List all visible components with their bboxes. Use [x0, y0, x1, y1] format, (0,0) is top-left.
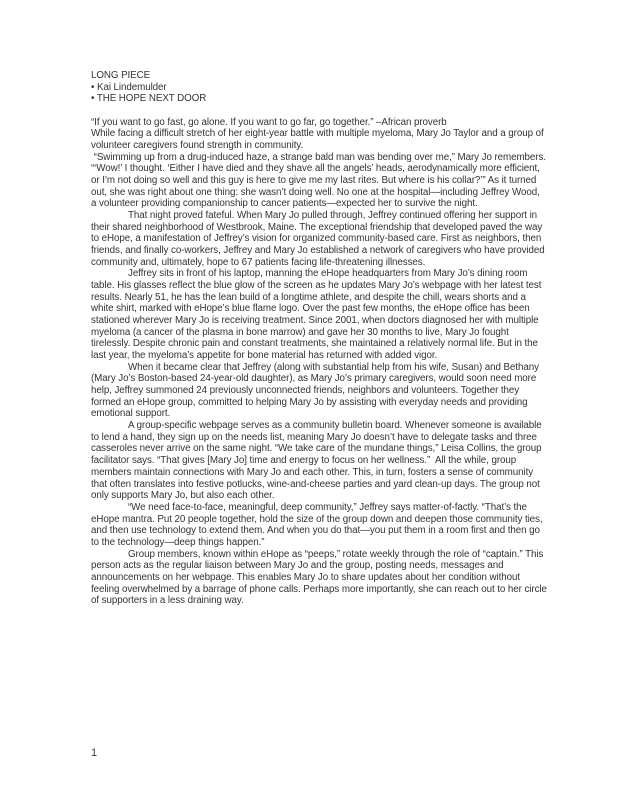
- epigraph: “If you want to go fast, go alone. If you want to go far, go together.” –African proverb: [91, 116, 447, 128]
- article-paragraph: A group-specific webpage serves as a community bulletin board. Whenever someone is available to lend a hand, they sign up on the needs list, meaning Mary Jo doesn’t have to delegate tasks and three casseroles never arrive on the same night. “We take care of the mundane things,” Leisa Collins, the group facilitator says. “That gives [Mary Jo] time and energy to focus on her wellness.” All the while, group members maintain connections with Mary Jo and each other. This, in turn, fosters a sense of community that often translates into festive potlucks, wine-and-cheese parties and yard clean-up days. The group not only supports Mary Jo, but also each other.: [91, 420, 545, 502]
- byline-author: • Kai Lindemulder: [91, 81, 167, 93]
- byline: [91, 82, 547, 105]
- article-paragraph: When it became clear that Jeffrey (along with substantial help from his wife, Susan) and Bethany (Mary Jo’s Boston-based 24-year-old daughter), as Mary Jo’s primary caregivers, would soon need more help, Jeffrey summoned 24 previously unconnected friends, neighbors and volunteers. Together they formed an eHope group, committed to helping Mary Jo by assisting with everyday needs and providing emotional support.: [91, 361, 542, 420]
- article-paragraph: Jeffrey sits in front of his laptop, manning the eHope headquarters from Mary Jo’s dining room table. His glasses reflect the blue glow of the screen as he updates Mary Jo’s webpage with her latest test results. Nearly 51, he has the lean build of a longtime athlete, and despite the chill, wears shorts and a white shirt, marked with eHope’s blue flame logo. Over the past few months, the eHope office has been stationed wherever Mary Jo is receiving treatment. Since 2001, when doctors diagnosed her with multiple myeloma (a cancer of the plasma in bone marrow) and gave her 30 months to live, Mary Jo fought tirelessly. Despite chronic pain and constant treatments, she maintained a relatively normal life. But in the last year, the myeloma’s appetite for bone material has returned with added vigor.: [91, 268, 544, 362]
- lede: While facing a difficult stretch of her eight-year battle with multiple myeloma, Mary Jo Taylor and a group of volunteer caregivers found strength in community.: [91, 128, 547, 152]
- article-paragraph: “We need face-to-face, meaningful, deep community,” Jeffrey says matter-of-factly. “That’s the eHope mantra. Put 20 people together, hold the size of the group down and deepen those community ties, and then use technology to extend them. And when you do that—you put them in a room first and then go to the technology—deep things happen.”: [91, 501, 546, 548]
- page-number: 1: [91, 747, 98, 759]
- piece-label: LONG PIECE: [91, 70, 151, 81]
- article-paragraph: “Swimming up from a drug-induced haze, a strange bald man was bending over me,” Mary Jo remembers. “‘Wow!’ I thought. ‘Either I have died and they shave all the angels’ heads, aerodynamically more efficient, or I’m not doing so well and this guy is here to give me my last rites. But where is his collar?’” As it turned out, she was right about one thing: she wasn’t doing well. No one at the hospital—including Jeffrey Wood, a volunteer providing companionship to cancer patients—expected her to survive the night.: [91, 151, 549, 210]
- article-paragraph: Group members, known within eHope as “peeps,” rotate weekly through the role of “captain.” This person acts as the regular liaison between Mary Jo and the group, posting needs, messages and announcements on her webpage. This enables Mary Jo to share updates about her condition without feeling overwhelmed by a barrage of phone calls. Perhaps more importantly, she can reach out to her circle of supporters in a less draining way.: [91, 548, 550, 607]
- article-body: [91, 70, 550, 607]
- byline-title: • THE HOPE NEXT DOOR: [91, 93, 207, 105]
- article-paragraph: That night proved fateful. When Mary Jo pulled through, Jeffrey continued offering her support in their shared neighborhood of Westbrook, Maine. The exceptional friendship that developed paved the way to eHope, a manifestation of Jeffrey’s vision for organized community-based care. First as neighbors, then friends, and finally co-workers, Jeffrey and Mary Jo established a network of caregivers who have provided community and, ultimately, hope to 67 patients facing life-threatening illnesses.: [91, 210, 548, 268]
